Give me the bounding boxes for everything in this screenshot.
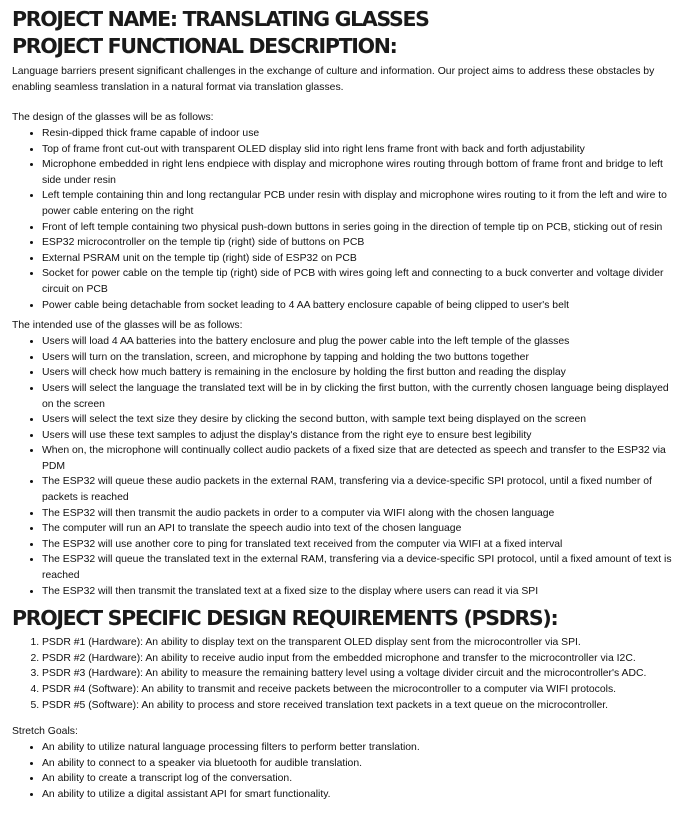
psdr-list-item: 2. PSDR #2 (Hardware): An ability to receive audio input from the embedded microphone and transfer to the microcontroller via I2C. — [42, 651, 677, 667]
usage-intro: The intended use of the glasses will be as follows: — [12, 320, 243, 332]
document — [12, 6, 677, 803]
design-list-item: • Microphone embedded in right lens endpiece with display and microphone wires routing through bottom of frame front and bridge to left side under resin — [42, 157, 677, 188]
design-list — [12, 126, 677, 313]
psdr-list-item: 3. PSDR #3 (Hardware): An ability to measure the remaining battery level using a voltage divider circuit and the microcontroller's ADC. — [42, 666, 677, 682]
functional-description-heading: PROJECT FUNCTIONAL DESCRIPTION: — [12, 34, 397, 58]
usage-list — [12, 334, 677, 599]
usage-list-item: • The computer will run an API to translate the speech audio into text of the chosen language — [42, 521, 677, 537]
stretch-goals-list — [12, 740, 677, 802]
usage-list-item: • Users will load 4 AA batteries into the battery enclosure and plug the power cable into the left temple of the glasses — [42, 334, 677, 350]
stretch-goal-item: • An ability to connect to a speaker via bluetooth for audible translation. — [42, 756, 677, 772]
usage-list-item: • Users will select the language the translated text will be in by clicking the first button, with the currently chosen language being displayed on the screen — [42, 381, 677, 412]
stretch-goals-intro: Stretch Goals: — [12, 726, 78, 738]
design-list-item: • Top of frame front cut-out with transparent OLED display slid into right lens frame front with back and forth adjustability — [42, 142, 677, 158]
usage-list-item: • The ESP32 will then transmit the translated text at a fixed size to the display where users can read it via SPI — [42, 584, 677, 600]
design-list-item: • ESP32 microcontroller on the temple tip (right) side of buttons on PCB — [42, 235, 677, 251]
psdr-list-item: 1. PSDR #1 (Hardware): An ability to display text on the transparent OLED display sent from the microcontroller via SPI. — [42, 635, 677, 651]
usage-list-item: • When on, the microphone will continually collect audio packets of a fixed size that are detected as speech and transfer to the ESP32 via PDM — [42, 443, 677, 474]
functional-description-paragraph: Language barriers present significant challenges in the exchange of culture and information. Our project aims to address these obstacles by enabling seamless translation in a natural format via translation glasses. — [12, 66, 655, 93]
psdr-list — [12, 635, 677, 713]
design-list-item: • Power cable being detachable from socket leading to 4 AA battery enclosure capable of being clipped to user's belt — [42, 298, 677, 314]
usage-list-item: • Users will check how much battery is remaining in the enclosure by holding the first button and reading the display — [42, 365, 677, 381]
usage-list-item: • Users will turn on the translation, screen, and microphone by tapping and holding the two buttons together — [42, 350, 677, 366]
stretch-goal-item: • An ability to utilize a digital assistant API for smart functionality. — [42, 787, 677, 803]
project-name-heading: PROJECT NAME: TRANSLATING GLASSES — [12, 7, 429, 31]
design-list-item: • Socket for power cable on the temple tip (right) side of PCB with wires going left and connecting to a buck converter and voltage divider circuit on PCB — [42, 266, 677, 297]
design-list-item: • External PSRAM unit on the temple tip (right) side of ESP32 on PCB — [42, 251, 677, 267]
usage-list-item: • Users will select the text size they desire by clicking the second button, with sample text being displayed on the screen — [42, 412, 677, 428]
stretch-goal-item: • An ability to utilize natural language processing filters to perform better translation. — [42, 740, 677, 756]
usage-list-item: • The ESP32 will use another core to ping for translated text received from the computer via WIFI at a fixed interval — [42, 537, 677, 553]
usage-list-item: • Users will use these text samples to adjust the display's distance from the right eye to ensure best legibility — [42, 428, 677, 444]
usage-list-item: • The ESP32 will then transmit the audio packets in order to a computer via WIFI along with the chosen language — [42, 506, 677, 522]
usage-list-item: • The ESP32 will queue the translated text in the external RAM, transfering via a device-specific SPI protocol, until a fixed amount of text is reached — [42, 552, 677, 583]
usage-list-item: • The ESP32 will queue these audio packets in the external RAM, transfering via a device-specific SPI protocol, until a fixed number of packets is reached — [42, 474, 677, 505]
design-intro: The design of the glasses will be as follows: — [12, 112, 214, 123]
design-list-item: • Resin-dipped thick frame capable of indoor use — [42, 126, 677, 142]
psdr-heading: PROJECT SPECIFIC DESIGN REQUIREMENTS (PSDRS): — [12, 606, 558, 631]
psdr-list-item: 5. PSDR #5 (Software): An ability to process and store received translation text packets in a text queue on the microcontroller. — [42, 698, 677, 714]
psdr-list-item: 4. PSDR #4 (Software): An ability to transmit and receive packets between the microcontroller to a computer via WIFI protocols. — [42, 682, 677, 698]
stretch-goal-item: • An ability to create a transcript log of the conversation. — [42, 771, 677, 787]
design-list-item: • Front of left temple containing two physical push-down buttons in series going in the direction of temple tip on PCB, sticking out of resin — [42, 220, 677, 236]
design-list-item: • Left temple containing thin and long rectangular PCB under resin with display and microphone wires routing to it from the left and wire to power cable entering on the right — [42, 188, 677, 219]
